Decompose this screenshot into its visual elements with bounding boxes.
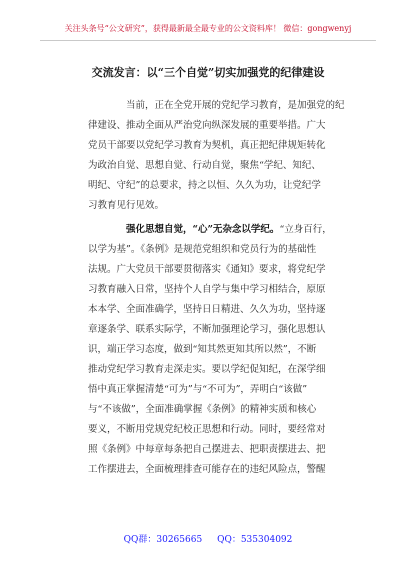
paragraph-line: 推动党纪学习教育走深走实。要以学纪促知纪，在深学细 bbox=[88, 364, 326, 375]
quote-start: “立身百行， bbox=[279, 224, 332, 235]
paragraph-line: 为政治自觉、思想自觉、行动自觉，聚焦“学纪、知纪、 bbox=[88, 160, 321, 171]
paragraph-line: 章逐条学、联系实际学，不断加强理论学习，强化思想认 bbox=[88, 324, 326, 335]
header-promo-note: 关注头条号“公文研究”，获得最新最全最专业的公文资料库！ 微信：gongwenyj bbox=[64, 24, 352, 33]
footer-contact bbox=[40, 534, 376, 546]
document-title: 交流发言：以“三个自觉”切实加强党的纪律建设 bbox=[91, 66, 325, 79]
paragraph-line: 要义，不断用党规党纪校正思想和行动。同时，要经常对 bbox=[88, 424, 326, 435]
paragraph-line: 法规。广大党员干部要贯彻落实《通知》要求，将党纪学 bbox=[88, 264, 326, 275]
header-divider bbox=[40, 40, 376, 41]
paragraph-line: 习教育见行见效。 bbox=[88, 200, 165, 211]
paragraph-line: 明纪、守纪”的总要求，持之以恒、久久为功，让党纪学 bbox=[88, 180, 321, 191]
paragraph-line: 与“不该做”，全面准确掌握《条例》的精神实质和核心 bbox=[88, 404, 317, 415]
paragraph-line: 识，端正学习态度，做到“知其然更知其所以然”，不断 bbox=[88, 344, 317, 355]
paragraph-line: 当前，正在全党开展的党纪学习教育，是加强党的纪 bbox=[126, 100, 345, 111]
section-heading: 强化思想自觉，“心”无杂念以学纪。 bbox=[126, 224, 280, 235]
paragraph-ideological-awareness bbox=[88, 220, 364, 480]
paragraph-first-line bbox=[88, 220, 364, 240]
footer-qq-group: QQ群：30265665 bbox=[123, 535, 203, 545]
paragraph-intro bbox=[88, 96, 364, 216]
footer-qq: QQ：535304092 bbox=[217, 535, 293, 545]
paragraph-line: 本本学、全面准确学，坚持日日精进、久久为功，坚持逐 bbox=[88, 304, 326, 315]
paragraph-line: 党员干部要以党纪学习教育为契机，真正把纪律规矩转化 bbox=[88, 140, 326, 151]
paragraph-line: 以学为基”。《条例》是规范党组织和党员行为的基础性 bbox=[88, 244, 317, 255]
paragraph-line: 工作摆进去，全面梳理排查可能存在的违纪风险点，警醒 bbox=[88, 464, 326, 475]
paragraph-line: 习教育融入日常，坚持个人自学与集中学习相结合，原原 bbox=[88, 284, 326, 295]
paragraph-line: 律建设、推动全面从严治党向纵深发展的重要举措。广大 bbox=[88, 120, 326, 131]
paragraph-line: 悟中真正掌握清楚“可为”与“不可为”，弄明白“该做” bbox=[88, 384, 308, 395]
paragraph-line: 照《条例》中每章每条把自己摆进去、把职责摆进去、把 bbox=[88, 444, 326, 455]
